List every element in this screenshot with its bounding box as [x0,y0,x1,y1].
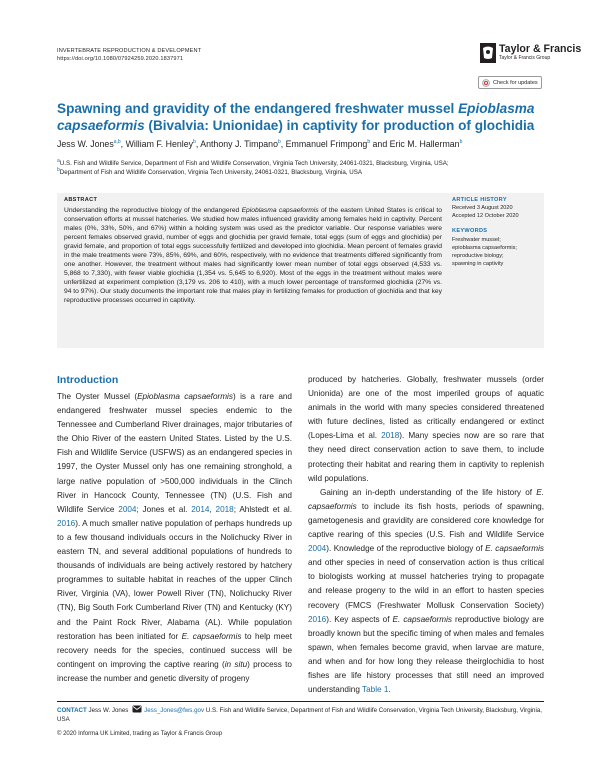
check-updates-button[interactable] [478,76,542,89]
author-separator: and [370,139,390,149]
article-title [57,100,537,134]
author-separator: , [280,139,286,149]
citation-link[interactable]: 2004 [308,544,327,554]
author-affiliation-marker: a,b [113,139,121,146]
publisher-logo-icon [480,43,496,63]
email-link[interactable]: Jess_Jones@fws.gov [144,707,205,714]
publisher-name: Taylor & Francis [499,43,582,55]
keyword: reproductive biology; [452,253,504,259]
copyright-notice: © 2020 Informa UK Limited, trading as Taylor & Francis Group [57,731,223,737]
section-heading-introduction: Introduction [57,374,119,386]
author-affiliation-marker: b [459,139,463,146]
citation-link[interactable]: 2018 [215,504,234,514]
keyword: Freshwater mussel; [452,237,501,243]
footer-rule [57,701,544,702]
paragraph: produced by hatcheries. Globally, freshwater mussels (order Unionida) are one of the most imperiled groups of aquatic animals in the world with many species considered threatened with future declines, listed as critically endangered or extinct (Lopes-Lima et al. 2018). Many species now are so rare that they need direct conservation action to save them, to include protecting their habitat and rearing them in captivity to replenish wild populations. [308,375,544,483]
contact-name: Jess W. Jones [86,707,131,714]
paragraph: Gaining an in-depth understanding of the life history of E. capsaeformis to include its fish hosts, periods of spawning, gametogenesis and gravidity are considered core knowledge for captive rearing of this species (U.S. Fish and Wildlife Service 2004). Knowledge of the reproductive biology of E. capsaeformis and other species in need of conservation action is thus critical to biologists working at mussel hatcheries trying to propagate and release progeny to the wild in an effort to hasten species recovery (FMCS (Freshwater Mollusk Conservation Society) 2016). Key aspects of E. capsaeformis reproductive biology are broadly known but the specific timing of when males and females spawn, when females become gravid, when larvae are mature, and when and for how long they release theirglochidia to host fishes are life history processes that still need an improved understanding Table 1. [308,487,544,695]
title-species: Epioblasma capsaeformis [57,101,535,133]
author-separator: , [195,139,201,149]
affiliation-marker: a [57,158,60,164]
author-affiliation-marker: b [367,139,371,146]
journal-name: INVERTEBRATE REPRODUCTION & DEVELOPMENT [57,48,202,54]
journal-header [57,47,201,63]
title-text: Spawning and gravidity of the endangered freshwater mussel [57,101,459,116]
abstract-text: Understanding the reproductive biology of the endangered Epioblasma capsaeformis of the eastern United States is critical to conservation efforts at mussel hatcheries. We studied how males influenced gravidity among females held in captivity. Percent males (0%, 33%, 50%, and 67%) within a holding system was used as the predictor variable. Our response variables were percent females observed gravid, number of eggs and glochidia per gravid female, total eggs (sum of eggs and glochidia) per gravid female, and proportion of total eggs successfully fertilized and developed into glochidia. Mean percent of females gravid in the male treatments were 73%, 85%, 69%, and 60%, respectively, with no evidence that treatments differed significantly from one another. However, the treatment without males had significantly lower mean number of total eggs observed (4,533 vs. 5,868 to 7,330), with fewer viable glochidia (1,354 vs. 5,645 to 6,920). Most of the eggs in the treatment without males were unfertilized at experiment completion (3,179 vs. 206 to 410), with a much lower percentage of transformed glochidia (27% vs. 94 to 97%). Our study documents the important role that males play in fertilizing females for production of glochidia and that key reproductive processes occurred in captivity. [64,207,442,304]
affiliation-b [57,166,557,177]
citation-link[interactable]: 2016 [57,518,76,528]
title-text-end: (Bivalvia: Unionidae) in captivity for production of glochidia [144,118,535,133]
affiliation-text: U.S. Fish and Wildlife Service, Department of Fish and Wildlife Conservation, Virginia Tech University, 24061-0321, Blacksburg, Virginia, USA; [59,160,449,168]
keywords-heading: KEYWORDS [452,228,488,234]
refresh-icon [482,79,490,87]
citation-link[interactable]: 2018 [381,431,400,441]
accepted-date: Accepted 12 October 2020 [452,212,519,219]
affiliation-text: Department of Fish and Wildlife Conservation, Virginia Tech University, 24061-0321, Blacksburg, Virginia, USA [59,169,362,177]
abstract-heading: ABSTRACT [64,197,98,203]
affiliation-marker: b [57,167,60,173]
received-date: Received 3 August 2020 [452,205,513,211]
keywords-list [452,236,517,268]
author-separator: , [120,139,126,149]
author-name[interactable]: Emmanuel Frimpong [285,139,368,149]
author-name[interactable]: Eric M. Hallerman [389,139,460,149]
publisher-logo[interactable] [480,43,590,69]
citation-link[interactable]: 2014 [191,504,210,514]
contact-info [57,705,547,724]
check-updates-label: Check for updates [493,80,538,86]
contact-label: CONTACT [57,707,87,714]
citation-link[interactable]: 2016 [308,614,327,624]
keyword: spawning in captivity [452,261,504,267]
citation-link[interactable]: 2004 [118,504,137,514]
body-column-right [308,373,544,697]
author-affiliation-marker: b [277,139,281,146]
contact-address: U.S. Fish and Wildlife Service, Department of Fish and Wildlife Conservation, Virginia Tech University, Blacksburg, Virginia, USA [57,707,542,723]
body-column-left: The Oyster Mussel (Epioblasma capsaeformis) is a rare and endangered freshwater mussel species endemic to the Tennessee and Cumberland River drainages, major tributaries of the Ohio River of the eastern United States. Listed by the U.S. Fish and Wildlife Service (USFWS) as an endangered species in 1997, the Oyster Mussel only has one remaining stronghold, a large native population of >500,000 individuals in the Clinch River in Hancock County, Tennessee (TN) (U.S. Fish and Wildlife Service 2004; Jones et al. 2014, 2018; Ahlstedt et al. 2016). A much smaller native population of perhaps hundreds up to a few thousand individuals occurs in the Nolichucky River in eastern TN, and several additional populations of hundreds to thousands of individuals are being actively restored by hatchery programmes to suitable habitat in reaches of the upper Clinch River, Virginia (VA), lower Powell River (TN), Nolichucky River (TN), Big South Fork Cumberland River (TN) and Kentucky (KY) and the Paint Rock River, Alabama (AL). While population restoration has been initiated for E. capsaeformis to help meet recovery needs for the species, continued success will be contingent on improving the captive rearing (in situ) process to increase the number and genetic diversity of progeny [57,392,292,683]
author-name[interactable]: Anthony J. Timpano [200,139,278,149]
article-history [452,205,519,220]
author-list [57,139,567,149]
publisher-group: Taylor & Francis Group [499,55,551,61]
email-icon [132,705,142,713]
author-name[interactable]: William F. Henley [125,139,194,149]
table-link[interactable]: Table 1 [362,685,389,695]
author-name[interactable]: Jess W. Jones [57,139,114,149]
article-history-heading: ARTICLE HISTORY [452,197,507,203]
author-affiliation-marker: b [193,139,196,146]
keyword: epioblasma capsaeformis; [452,245,517,251]
doi-link[interactable]: https://doi.org/10.1080/07924259.2020.1837971 [57,56,184,62]
